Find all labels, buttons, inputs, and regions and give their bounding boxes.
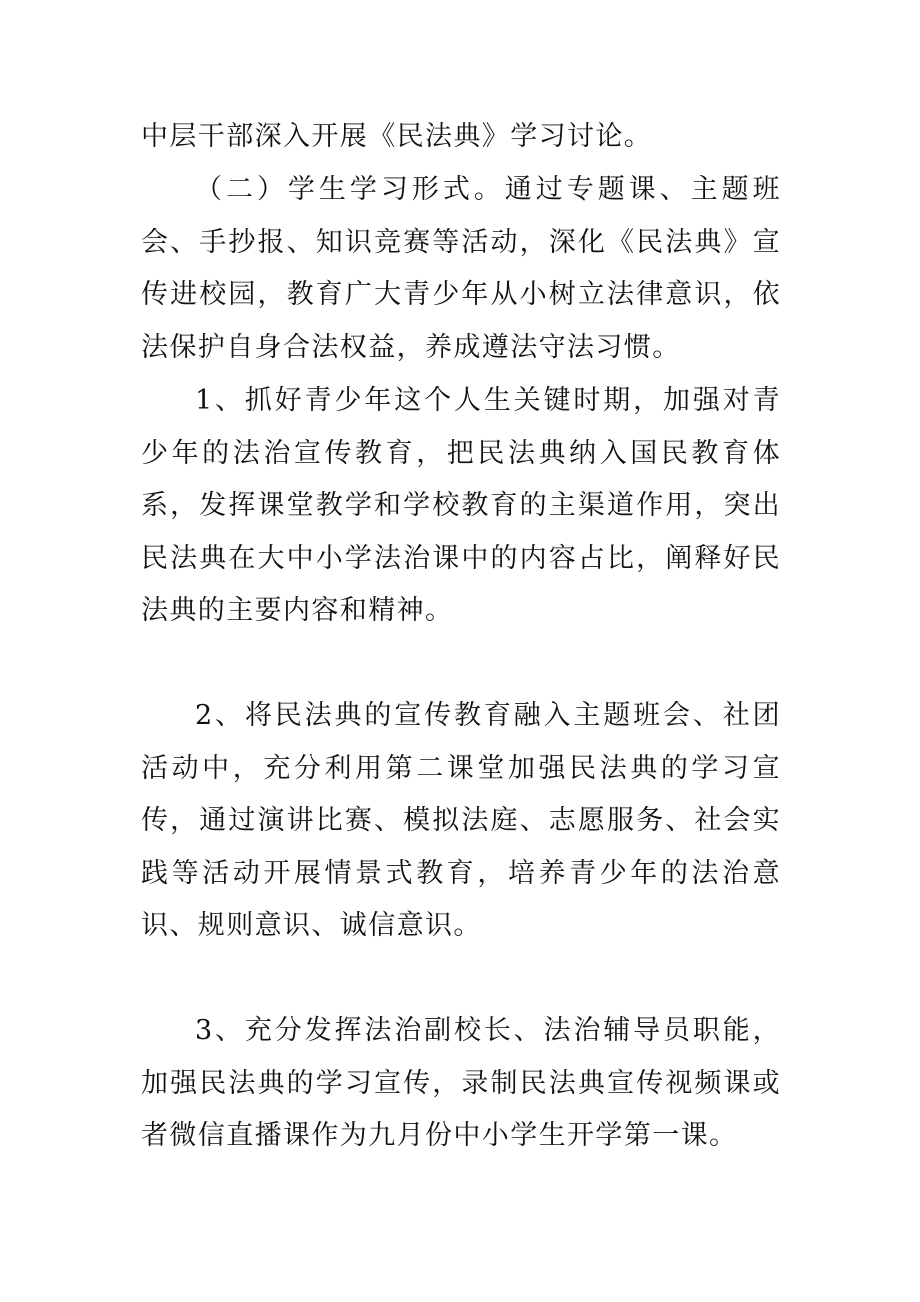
paragraph-item-1: 1、抓好青少年这个人生关键时期，加强对青少年的法治宣传教育，把民法典纳入国民教育体系，发挥课堂教学和学校教育的主渠道作用，突出民法典在大中小学法治课中的内容占比，阐释好民法典的主要内容和精神。 <box>141 385 781 626</box>
paragraph-continuation: 中层干部深入开展《民法典》学习讨论。 <box>141 121 653 152</box>
paragraph-item-2: 2、将民法典的宣传教育融入主题班会、社团活动中，充分利用第二课堂加强民法典的学习宣传，通过演讲比赛、模拟法庭、志愿服务、社会实践等活动开展情景式教育，培养青少年的法治意识、规则意识、诚信意识。 <box>141 700 781 941</box>
paragraph-student-learning-form: （二）学生学习形式。通过专题课、主题班会、手抄报、知识竞赛等活动，深化《民法典》宣传进校园，教育广大青少年从小树立法律意识，依法保护自身合法权益，养成遵法守法习惯。 <box>141 174 781 363</box>
paragraph-item-3: 3、充分发挥法治副校长、法治辅导员职能，加强民法典的学习宣传，录制民法典宣传视频课或者微信直播课作为九月份中小学生开学第一课。 <box>141 1015 781 1151</box>
